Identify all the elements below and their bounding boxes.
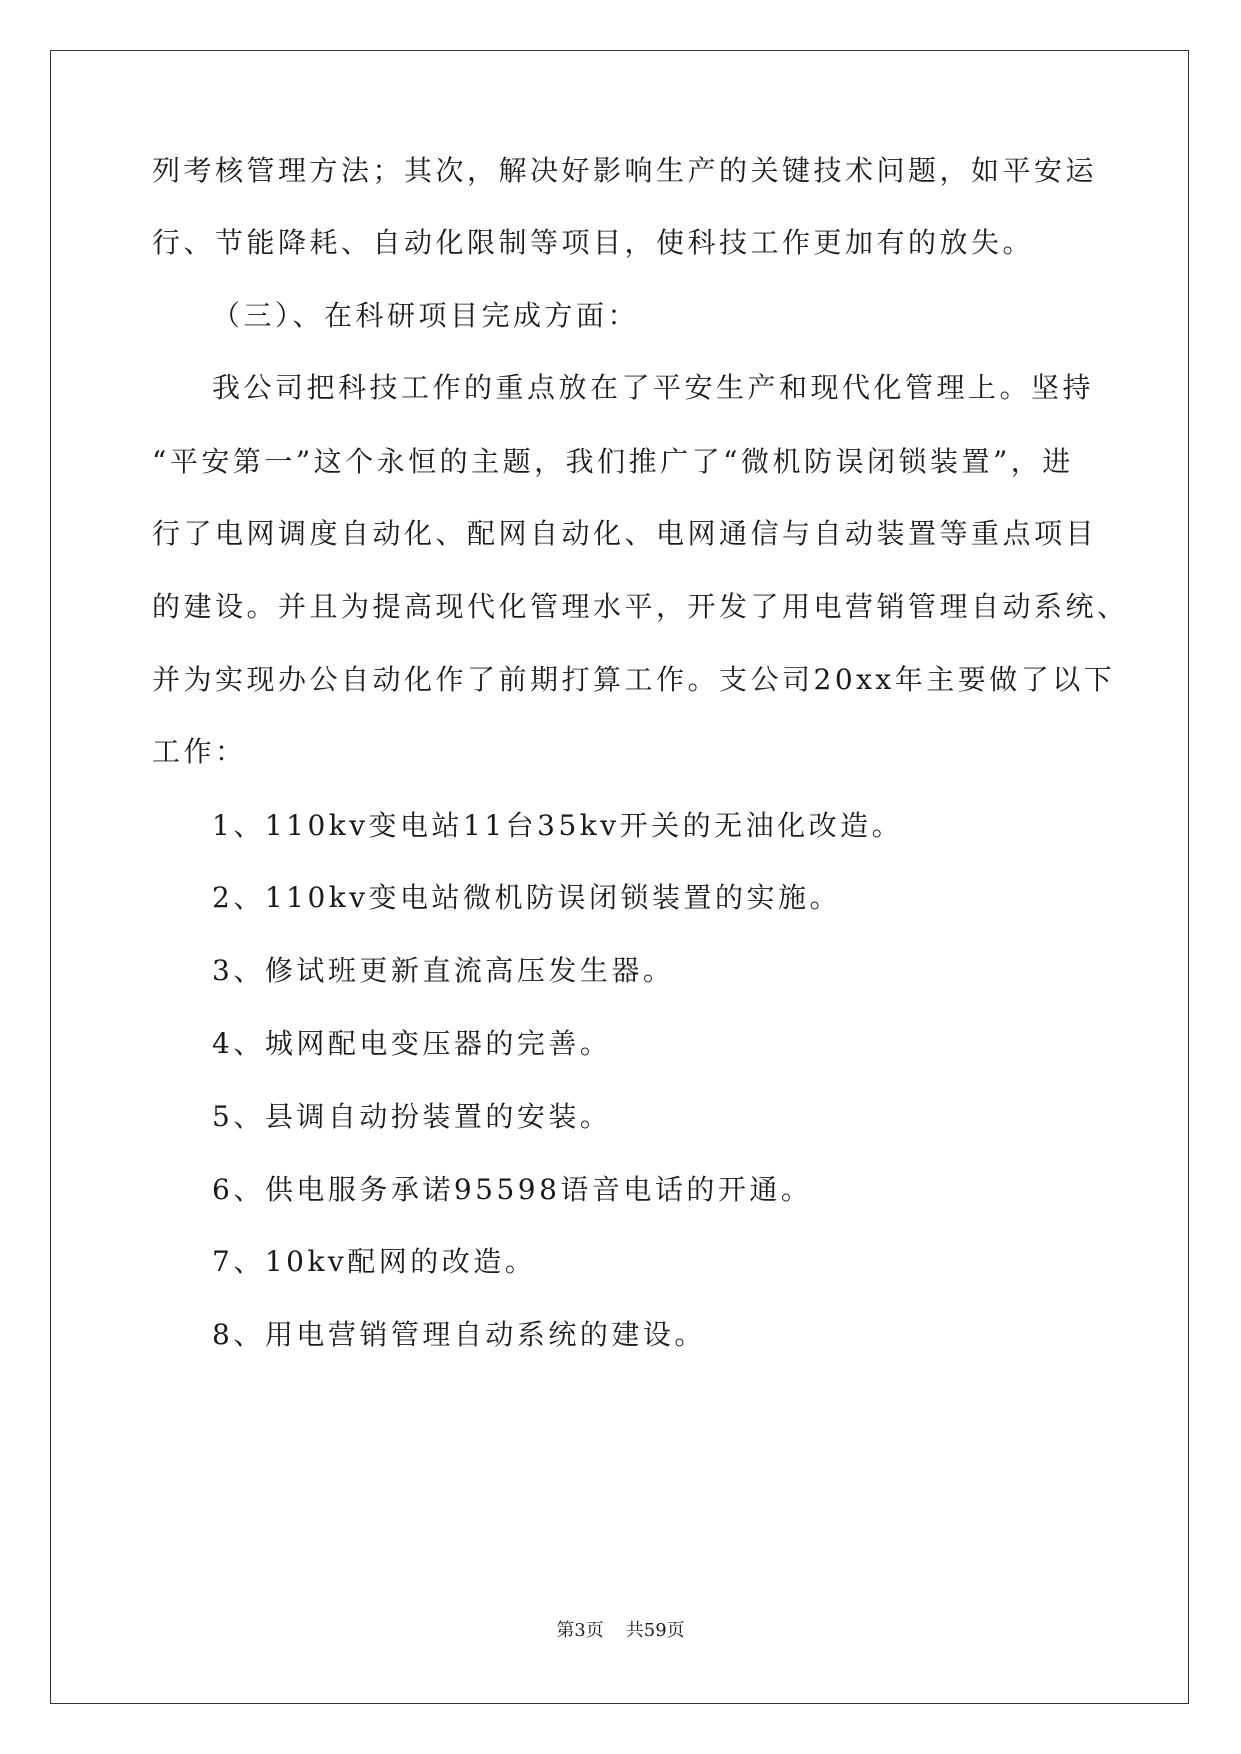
list-item: 6、供电服务承诺95598语音电话的开通。 [212,1173,813,1206]
list-item: 1、110kv变电站11台35kv开关的无油化改造。 [212,809,904,842]
paragraph-line: 工作： [152,735,247,768]
paragraph-line: 行、节能降耗、自动化限制等项目，使科技工作更加有的放失。 [152,226,1035,259]
page-footer [0,1616,1241,1642]
page-number-total: 共59页 [625,1620,685,1641]
paragraph-line: 我公司把科技工作的重点放在了平安生产和现代化管理上。坚持 [212,371,1095,404]
section-heading: （三）、在科研项目完成方面： [212,299,640,332]
list-item: 7、10kv配网的改造。 [212,1245,537,1278]
paragraph-line: 的建设。并且为提高现代化管理水平，开发了用电营销管理自动系统、 [152,590,1129,623]
paragraph-line: 行了电网调度自动化、配网自动化、电网通信与自动装置等重点项目 [152,517,1098,550]
page-number-current: 第3页 [556,1620,604,1641]
list-item: 3、修试班更新直流高压发生器。 [212,954,675,987]
paragraph-line: “平安第一”这个永恒的主题，我们推广了“微机防误闭锁装置”，进 [152,445,1074,478]
list-item: 2、110kv变电站微机防误闭锁装置的实施。 [212,881,842,914]
paragraph-line: 并为实现办公自动化作了前期打算工作。支公司20xx年主要做了以下 [152,663,1116,696]
list-item: 5、县调自动扮装置的安装。 [212,1100,612,1133]
list-item: 4、城网配电变压器的完善。 [212,1027,612,1060]
list-item: 8、用电营销管理自动系统的建设。 [212,1318,706,1351]
paragraph-line: 列考核管理方法；其次，解决好影响生产的关键技术问题，如平安运 [152,154,1098,187]
